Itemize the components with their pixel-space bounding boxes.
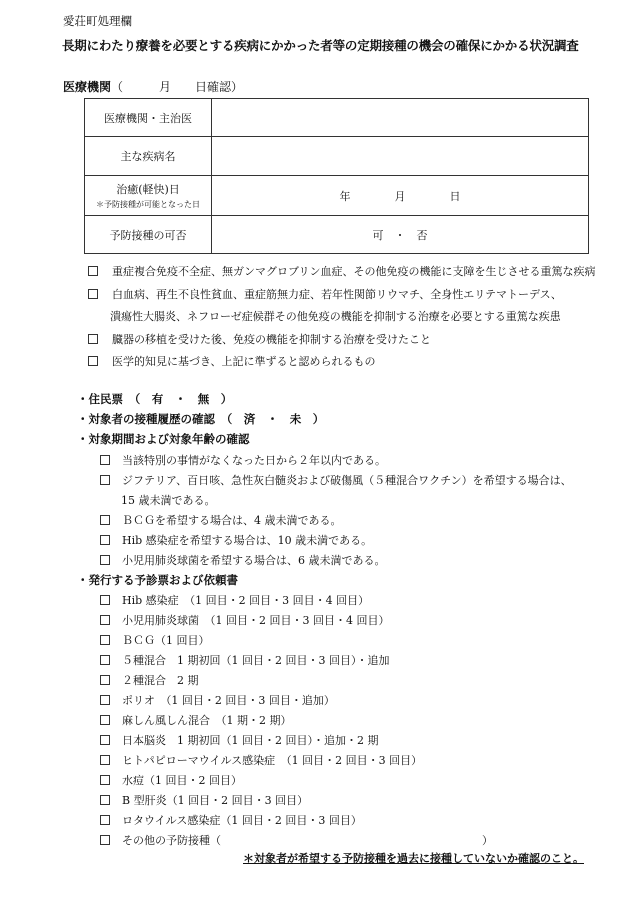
list-item bbox=[88, 331, 431, 347]
item-text: ロタウイルス感染症（1 回目・2 回目・3 回目） bbox=[122, 814, 362, 827]
checkbox[interactable] bbox=[100, 835, 110, 845]
checkbox[interactable] bbox=[100, 515, 110, 525]
checkbox[interactable] bbox=[100, 535, 110, 545]
checkbox[interactable] bbox=[100, 735, 110, 745]
checkbox[interactable] bbox=[88, 334, 98, 344]
checkbox[interactable] bbox=[100, 695, 110, 705]
checkbox[interactable] bbox=[100, 675, 110, 685]
checkbox[interactable] bbox=[100, 455, 110, 465]
checkbox[interactable] bbox=[100, 615, 110, 625]
checkbox[interactable] bbox=[100, 475, 110, 485]
period-age-check-heading: ・対象期間および対象年齢の確認 bbox=[77, 432, 250, 446]
list-item bbox=[100, 752, 422, 768]
medical-heading bbox=[63, 78, 243, 95]
recovery-date-sublabel: ＊予防接種が可能となった日 bbox=[96, 200, 200, 209]
item-text: Hib 感染症 （1 回目・2 回目・3 回目・4 回目） bbox=[122, 594, 370, 607]
checkbox[interactable] bbox=[100, 795, 110, 805]
list-item bbox=[100, 772, 242, 788]
item-text: B 型肝炎（1 回目・2 回目・3 回目） bbox=[122, 794, 309, 807]
list-item bbox=[100, 612, 389, 628]
table-row bbox=[85, 137, 589, 176]
recovery-date-label: 治癒(軽快)日 bbox=[116, 183, 180, 196]
item-text: ２種混合 2 期 bbox=[122, 674, 199, 687]
checkbox[interactable] bbox=[88, 289, 98, 299]
document-title: 長期にわたり療養を必要とする疾病にかかった者等の定期接種の機会の確保にかかる状況調査 bbox=[62, 38, 579, 53]
item-text: 日本脳炎 1 期初回（1 回目・2 回目）・追加・2 期 bbox=[122, 734, 379, 747]
item-text: ジフテリア、百日咳、急性灰白髄炎および破傷風（５種混合ワクチン）を希望する場合は、 bbox=[122, 474, 572, 487]
checkbox[interactable] bbox=[100, 815, 110, 825]
list-item bbox=[110, 308, 561, 324]
list-item bbox=[100, 812, 362, 828]
list-item bbox=[100, 452, 386, 468]
residence-record: ・住民票 （ 有 ・ 無 ） bbox=[77, 392, 233, 406]
item-text: ヒトパピローマウイルス感染症 （1 回目・2 回目・3 回目） bbox=[122, 754, 423, 767]
row-label bbox=[85, 176, 212, 216]
list-item bbox=[100, 632, 210, 648]
medical-info-table bbox=[84, 98, 589, 254]
checkbox[interactable] bbox=[100, 555, 110, 565]
list-item bbox=[100, 692, 335, 708]
list-item bbox=[100, 652, 389, 668]
institution-doctor-field[interactable] bbox=[212, 99, 589, 137]
other-vaccination-label: その他の予防接種（ bbox=[122, 834, 221, 847]
list-item bbox=[100, 732, 378, 748]
checkbox[interactable] bbox=[88, 266, 98, 276]
confirm-date: （ 月 日確認） bbox=[111, 80, 244, 94]
list-item bbox=[100, 512, 342, 528]
confirmation-note: ＊対象者が希望する予防接種を過去に接種していないか確認のこと。 bbox=[243, 852, 584, 865]
list-item bbox=[88, 353, 376, 369]
checkbox[interactable] bbox=[100, 635, 110, 645]
condition-text: 医学的知見に基づき、上記に準ずると認められるもの bbox=[112, 355, 376, 368]
condition-text: 白血病、再生不良性貧血、重症筋無力症、若年性関節リウマチ、全身性エリテマトーデス、 bbox=[112, 288, 562, 301]
list-item bbox=[100, 832, 221, 848]
item-text: ５種混合 1 期初回（1 回目・2 回目・3 回目）・追加 bbox=[122, 654, 390, 667]
checkbox[interactable] bbox=[100, 595, 110, 605]
list-item bbox=[100, 552, 386, 568]
checkbox[interactable] bbox=[88, 356, 98, 366]
item-text: ポリオ （1 回目・2 回目・3 回目・追加） bbox=[122, 694, 335, 707]
row-label: 主な疾病名 bbox=[85, 137, 212, 176]
list-item bbox=[100, 712, 292, 728]
recovery-date-field[interactable]: 年 月 日 bbox=[212, 176, 589, 216]
list-item bbox=[88, 286, 562, 302]
list-item bbox=[100, 672, 199, 688]
disease-name-field[interactable] bbox=[212, 137, 589, 176]
item-text: 小児用肺炎球菌 （1 回目・2 回目・3 回目・4 回目） bbox=[122, 614, 390, 627]
item-text: 麻しん風しん混合 （1 期・2 期） bbox=[122, 714, 292, 727]
checkbox[interactable] bbox=[100, 775, 110, 785]
list-item bbox=[100, 792, 308, 808]
item-text: 当該特別の事情がなくなった日から２年以内である。 bbox=[122, 454, 386, 467]
item-continuation: 15 歳未満である。 bbox=[121, 494, 216, 507]
checkbox[interactable] bbox=[100, 755, 110, 765]
table-row bbox=[85, 176, 589, 216]
issue-forms-heading: ・発行する予診票および依頼書 bbox=[77, 573, 238, 587]
table-row bbox=[85, 99, 589, 137]
condition-text: 潰瘍性大腸炎、ネフローゼ症候群その他免疫の機能を抑制する治療を必要とする重篤な疾患 bbox=[110, 310, 561, 323]
checkbox[interactable] bbox=[100, 715, 110, 725]
vaccination-possible-field[interactable]: 可 ・ 否 bbox=[212, 216, 589, 254]
item-text: ＢＣＧを希望する場合は、4 歳未満である。 bbox=[122, 514, 342, 527]
checkbox[interactable] bbox=[100, 655, 110, 665]
item-text: ＢＣＧ（1 回目） bbox=[122, 634, 210, 647]
item-text: 水痘（1 回目・2 回目） bbox=[122, 774, 242, 787]
medical-heading-label: 医療機関 bbox=[63, 80, 112, 94]
list-item bbox=[100, 472, 572, 488]
condition-text: 臓器の移植を受けた後、免疫の機能を抑制する治療を受けたこと bbox=[112, 333, 431, 346]
item-text: 小児用肺炎球菌を希望する場合は、6 歳未満である。 bbox=[122, 554, 386, 567]
list-item bbox=[100, 532, 372, 548]
vaccination-history-check: ・対象者の接種履歴の確認 （ 済 ・ 未 ） bbox=[77, 412, 325, 426]
list-item bbox=[100, 592, 369, 608]
row-label: 医療機関・主治医 bbox=[85, 99, 212, 137]
condition-text: 重症複合免疫不全症、無ガンマグロブリン血症、その他免疫の機能に支障を生じさせる重篤な疾病 bbox=[112, 265, 596, 278]
row-label: 予防接種の可否 bbox=[85, 216, 212, 254]
table-row bbox=[85, 216, 589, 254]
item-text: Hib 感染症を希望する場合は、10 歳未満である。 bbox=[122, 534, 373, 547]
other-vaccination-close: ） bbox=[482, 834, 493, 847]
list-item bbox=[88, 263, 596, 279]
office-use-label: 愛荘町処理欄 bbox=[63, 14, 132, 28]
